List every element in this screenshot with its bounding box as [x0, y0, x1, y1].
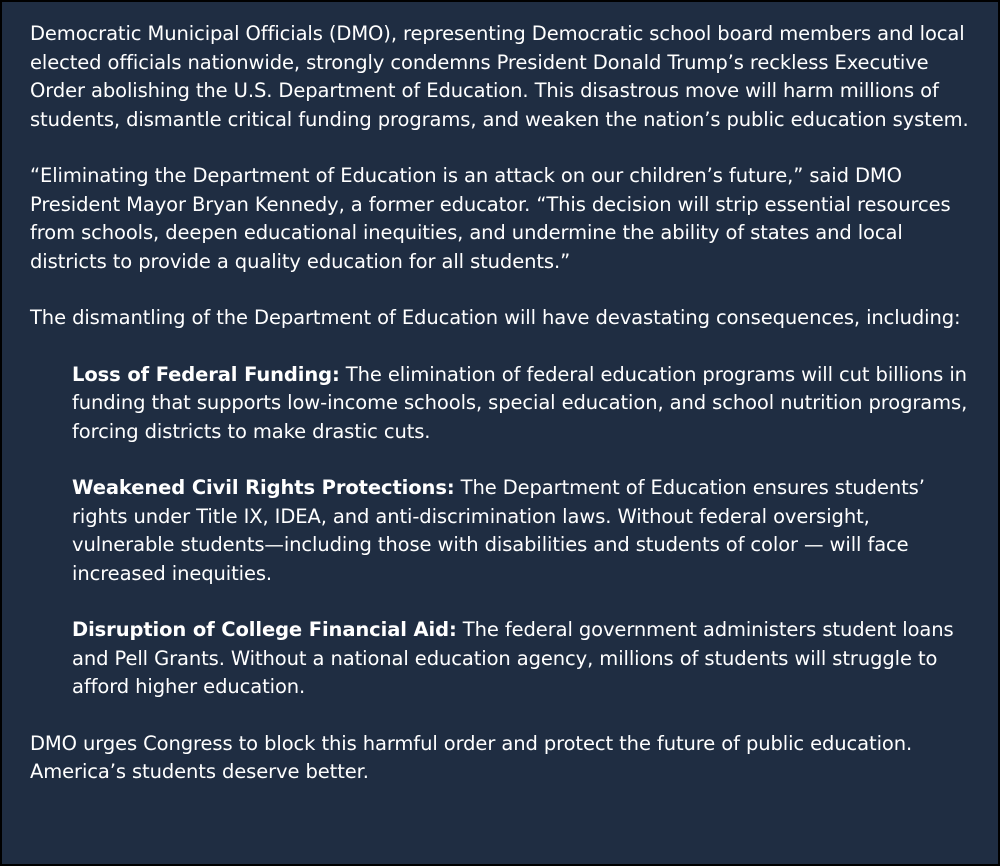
consequence-label: Weakened Civil Rights Protections: [72, 476, 455, 499]
consequence-text: The federal government administers student loans and Pell Grants. Without a national education agency, millions of students will struggle to afford higher education. [72, 618, 954, 698]
quote-paragraph: “Eliminating the Department of Education is an attack on our children’s future,” said DMO President Mayor Bryan Kennedy, a former educator. “This decision will strip essential resources from schools, deepen educational inequities, and undermine the ability of states and local districts to provide a quality education for all students.” [30, 164, 951, 273]
intro-paragraph: Democratic Municipal Officials (DMO), representing Democratic school board members and local elected officials nationwide, strongly condemns President Donald Trump’s reckless Executive Order abolishing the U.S. Department of Education. This disastrous move will harm millions of students, dismantle critical funding programs, and weaken the nation’s public education system. [30, 22, 969, 131]
consequence-text: The elimination of federal education programs will cut billions in funding that supports low-income schools, special education, and school nutrition programs, forcing districts to make drastic cuts. [72, 362, 968, 443]
consequence-item-financial-aid [72, 616, 970, 702]
consequence-label: Disruption of College Financial Aid: [72, 618, 457, 641]
consequence-item-funding [72, 361, 970, 447]
consequence-text: The Department of Education ensures students’ rights under Title IX, IDEA, and anti-discrimination laws. Without federal oversight, vulnerable students—including those with disabilities and students of color — will face increased inequities. [72, 476, 925, 585]
closing-paragraph: DMO urges Congress to block this harmful order and protect the future of public education. America’s students deserve better. [30, 731, 913, 783]
consequence-item-civil-rights [72, 474, 970, 588]
consequences-lead: The dismantling of the Department of Education will have devastating consequences, including: [30, 306, 961, 329]
consequence-label: Loss of Federal Funding: [72, 362, 340, 386]
